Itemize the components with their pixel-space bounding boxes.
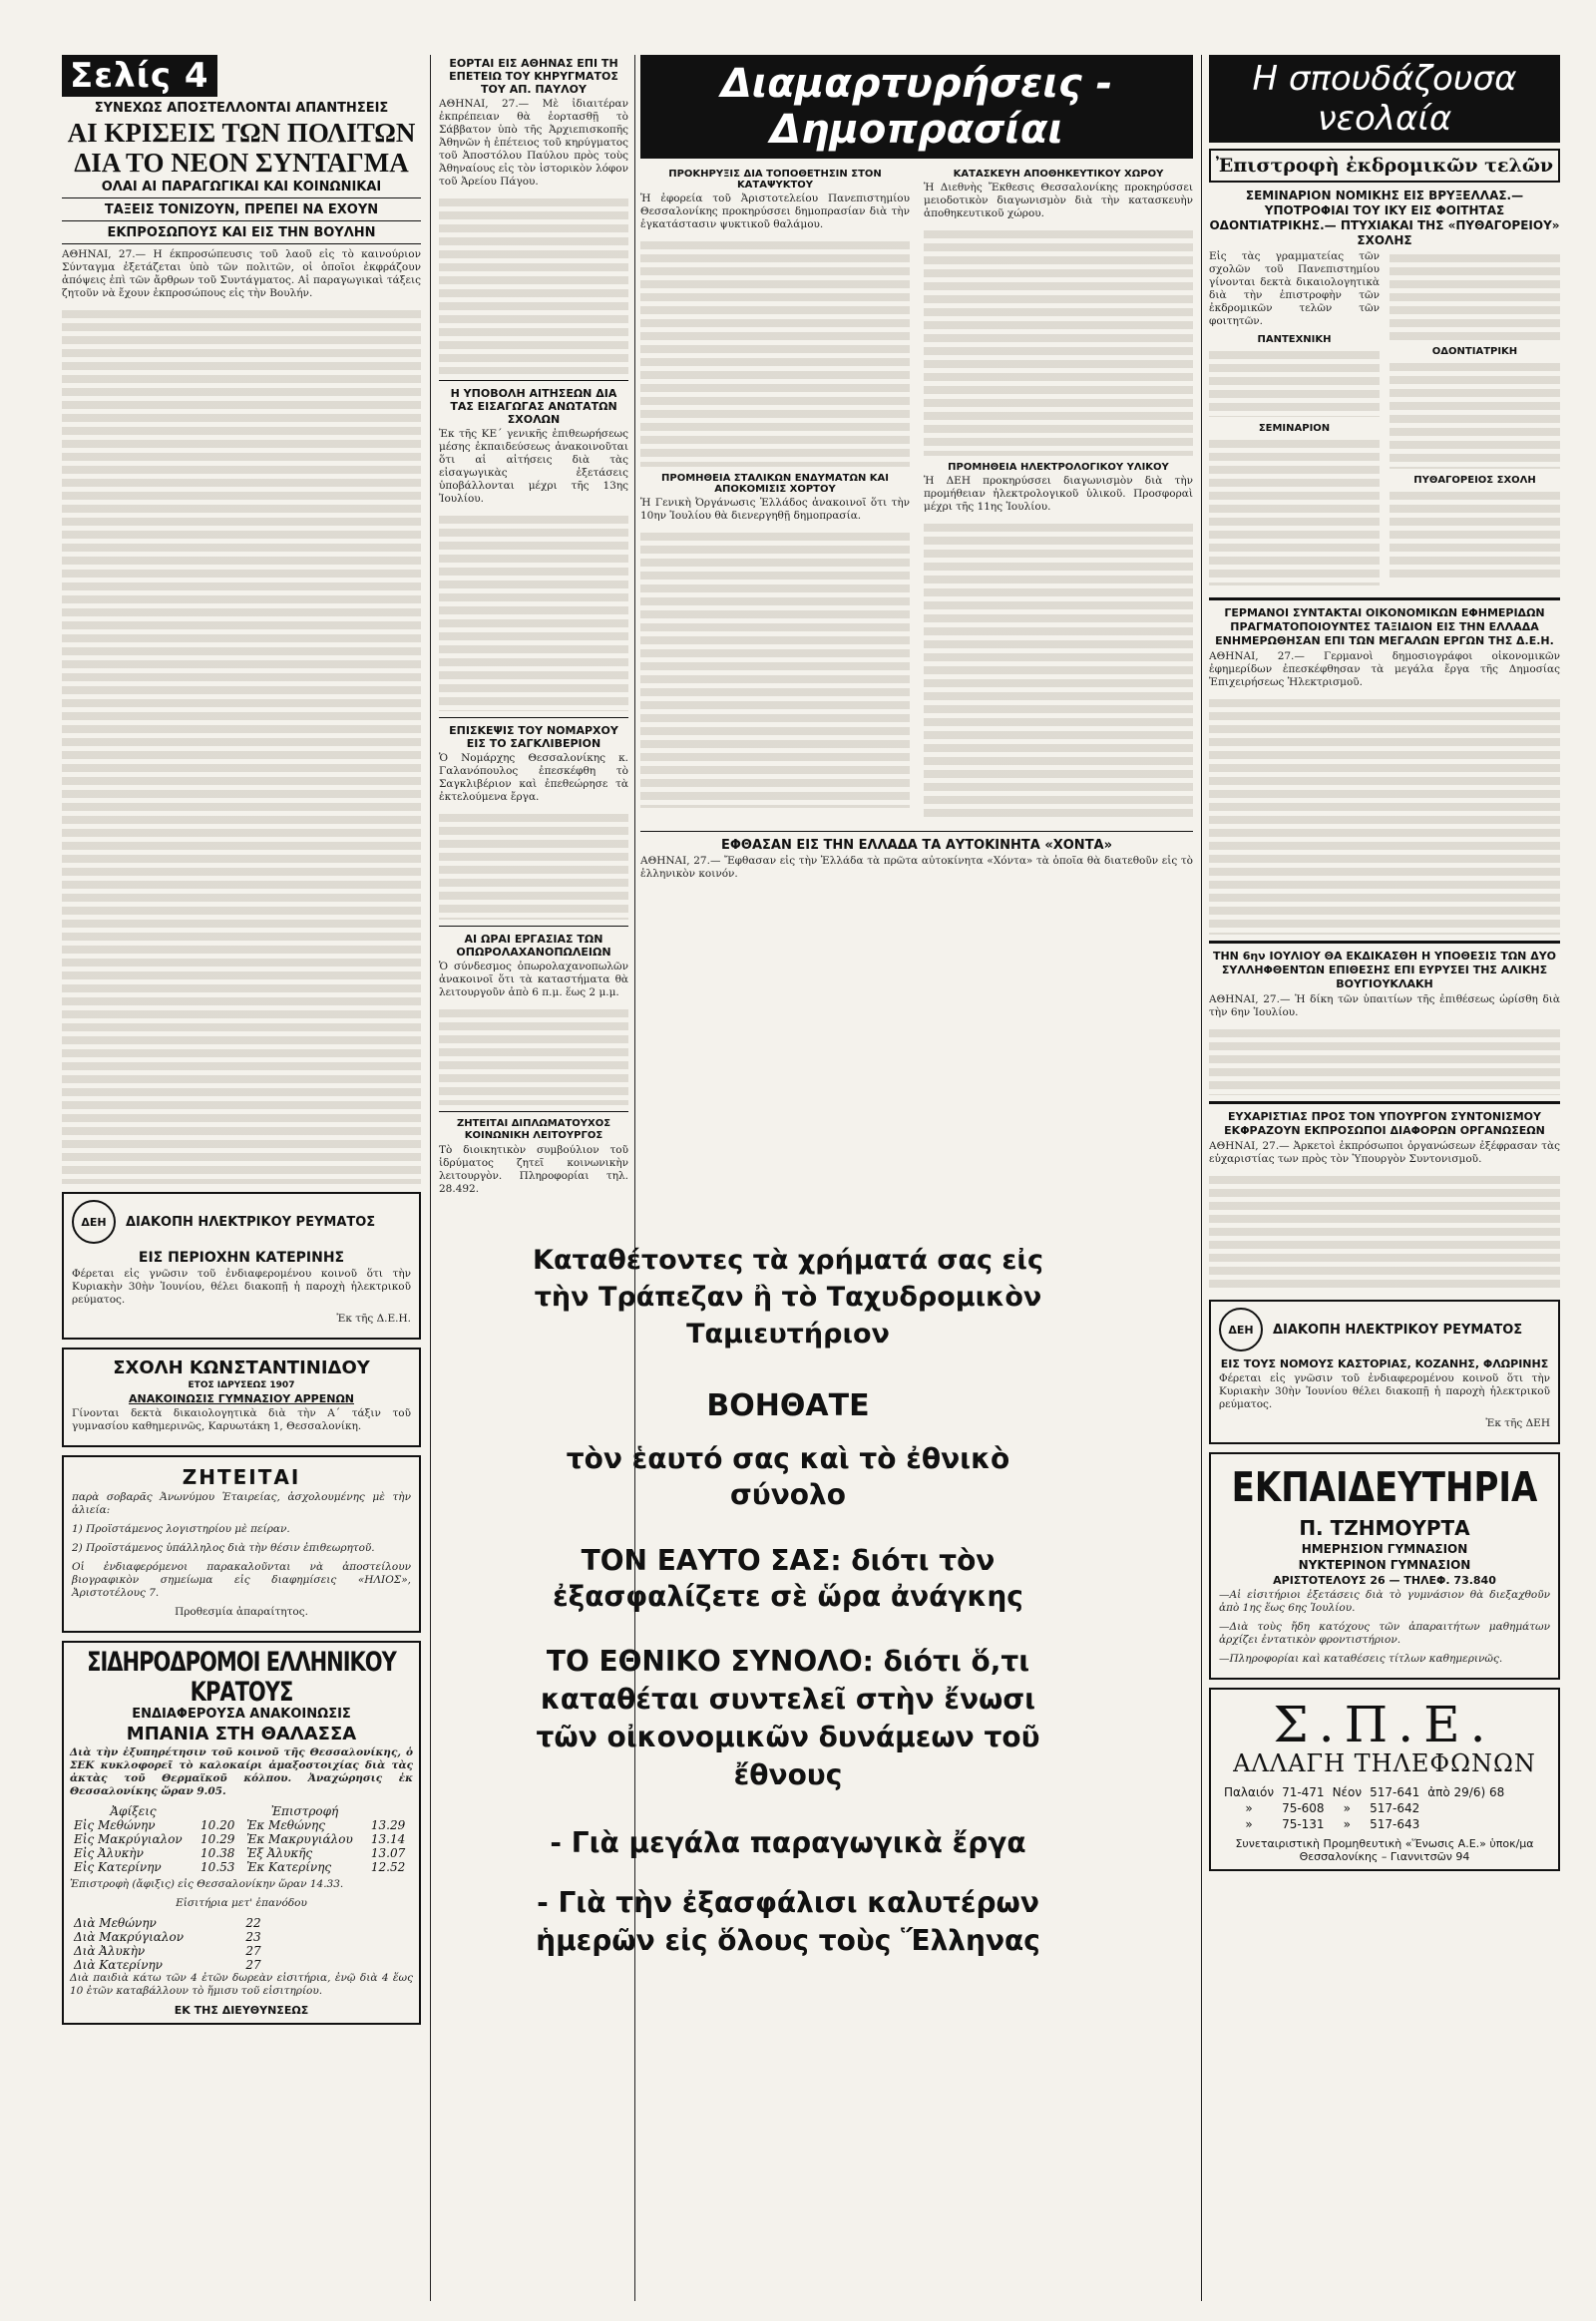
tutoring-ad	[1209, 1452, 1560, 1680]
notice-text: Φέρεται εἰς γνῶσιν τοῦ ἐνδιαφερομένου κοινοῦ ὅτι τὴν Κυριακὴν 30ὴν Ἰουνίου, θέλει διακοπῇ ἡ παροχὴ ἠλεκτρικοῦ ρεύματος.	[72, 1268, 411, 1306]
electricity-notice-2	[1209, 1300, 1560, 1444]
fare-row	[70, 1958, 275, 1972]
wanted-item-2: 2) Προϊστάμενος ὑπάλληλος διὰ τὴν θέσιν ἐπιθεωρητοῦ.	[72, 1542, 375, 1554]
column-rule	[430, 55, 431, 2301]
thanks-text: ΑΘΗΝΑΙ, 27.— Ἀρκετοὶ ἐκπρόσωποι ὀργανώσεων ἐξέφρασαν τὰς εὐχαριστίας των πρὸς τὸν Ὑπουργὸν Συντονισμοῦ.	[1209, 1140, 1560, 1165]
divider	[1209, 1101, 1560, 1104]
notice-text: Ἡ Διεθνὴς Ἔκθεσις Θεσσαλονίκης προκηρύσσει μειοδοτικὸν διαγωνισμὸν διὰ τὴν κατασκευὴν ἀποθηκευτικοῦ χώρου.	[924, 182, 1193, 219]
notice-title: ΠΡΟΚΗΡΥΞΙΣ ΔΙΑ ΤΟΠΟΘΕΤΗΣΙΝ ΣΤΟΝ ΚΑΤΑΨΥΚΤΟΥ	[668, 169, 882, 191]
fare-price: 23	[245, 1930, 261, 1944]
school-founded: ΕΤΟΣ ΙΔΡΥΣΕΩΣ 1907	[188, 1380, 295, 1390]
seminar-right	[1390, 250, 1560, 591]
page-label: Σελίς 4	[62, 55, 217, 97]
spe-title: ΑΛΛΑΓΗ ΤΗΛΕΦΩΝΩΝ	[1233, 1749, 1536, 1777]
timetable-row	[70, 1846, 413, 1860]
arrival-place: Εἰς Μακρύγιαλον	[74, 1832, 183, 1846]
divider	[640, 831, 1193, 832]
sub-title: ΠΥΘΑΓΟΡΕΙΟΣ ΣΧΟΛΗ	[1413, 475, 1536, 486]
ad-big-word: ΒΟΗΘΑΤΕ	[706, 1388, 870, 1423]
ad-line-2: τὸν ἑαυτό σας καὶ τὸ ἐθνικὸ σύνολο	[566, 1442, 1010, 1511]
article-text-block	[1209, 695, 1560, 935]
notice-area: ΕΙΣ ΠΕΡΙΟΧΗΝ ΚΑΤΕΡΙΝΗΣ	[138, 1250, 345, 1266]
fare-place: Διὰ Ἀλυκὴν	[74, 1944, 146, 1958]
governor-text: Ὁ Νομάρχης Θεσσαλονίκης κ. Γαλανόπουλος ἐπεσκέφθη τὸ Σαγκλιβέριον καὶ ἐπεθεώρησε τὰ ἐκτελούμενα ἔργα.	[439, 752, 628, 803]
ad-bullet-2: - Γιὰ τὴν ἐξασφάλισι καλυτέρων ἡμερῶν εἰς ὅλους τοὺς Ἕλληνας	[536, 1886, 1040, 1957]
phone-row	[1221, 1817, 1507, 1831]
article-text-block	[640, 237, 910, 467]
wanted-item-1: 1) Προϊστάμενος λογιστηρίου μὲ πείραν.	[72, 1523, 290, 1535]
tutoring-name: Π. ΤΖΗΜΟΥΡΤΑ	[1299, 1516, 1470, 1540]
school-name: ΣΧΟΛΗ ΚΩΝΣΤΑΝΤΙΝΙΔΟΥ	[113, 1357, 370, 1378]
arrival-place: Εἰς Μεθώνην	[74, 1818, 156, 1832]
new-number: 517-643	[1370, 1817, 1420, 1831]
sub-title: ΟΔΟΝΤΙΑΤΡΙΚΗ	[1431, 346, 1518, 357]
arrival-time: 10.20	[200, 1818, 235, 1832]
hours-text: Ὁ σύνδεσμος ὀπωρολαχανοπωλῶν ἀνακοινοῖ ὅτι τὰ καταστήματα θὰ λειτουργοῦν ἀπὸ 6 π.μ. ἕως 2 μ.μ.	[439, 961, 628, 998]
returns-header: Ἐπιστροφή	[270, 1804, 339, 1818]
wanted-title: ΖΗΤΕΙΤΑΙ	[182, 1465, 301, 1489]
ad-line-1: Καταθέτοντες τὰ χρήματά σας εἰς τὴν Τράπεζαν ἢ τὸ Ταχυδρομικὸν Ταμιευτήριον	[533, 1245, 1043, 1350]
return-place: Ἐξ Ἀλυκῆς	[246, 1846, 313, 1860]
article-text-block	[439, 512, 628, 711]
railways-title: ΣΙΔΗΡΟΔΡΟΜΟΙ ΕΛΛΗΝΙΚΟΥ ΚΡΑΤΟΥΣ	[87, 1647, 396, 1707]
article-text-block	[439, 1005, 628, 1105]
timetable-row	[70, 1818, 413, 1832]
notice-title: ΠΡΟΜΗΘΕΙΑ ΣΤΑΛΙΚΩΝ ΕΝΔΥΜΑΤΩΝ ΚΑΙ ΑΠΟΚΟΜΙΣΙΣ ΧΟΡΤΟΥ	[661, 473, 889, 495]
seminar-left	[1209, 250, 1380, 591]
article-text-block	[924, 226, 1193, 456]
arrival-place: Εἰς Ἀλυκὴν	[74, 1846, 144, 1860]
tutoring-address: ΑΡΙΣΤΟΤΕΛΟΥΣ 26 — ΤΗΛΕΦ. 73.840	[1273, 1574, 1496, 1587]
notice-signature: Ἐκ τῆς ΔΕΗ	[1485, 1417, 1550, 1429]
divider	[439, 380, 628, 381]
return-place: Ἐκ Μεθώνης	[246, 1818, 325, 1832]
governor-title: ΕΠΙΣΚΕΨΙΣ ΤΟΥ ΝΟΜΑΡΧΟΥ ΕΙΣ ΤΟ ΣΑΓΚΛΙΒΕΡΙΟΝ	[449, 724, 618, 750]
new-number: 517-642	[1370, 1801, 1420, 1815]
notice-title: ΔΙΑΚΟΠΗ ΗΛΕΚΤΡΙΚΟΥ ΡΕΥΜΑΤΟΣ	[126, 1214, 376, 1230]
thanks-title: ΕΥΧΑΡΙΣΤΙΑΣ ΠΡΟΣ ΤΟΝ ΥΠΟΥΡΓΟΝ ΣΥΝΤΟΝΙΣΜΟΥ ΕΚΦΡΑΖΟΥΝ ΕΚΠΡΟΣΩΠΟΙ ΔΙΑΦΟΡΩΝ ΟΡΓΑΝΩΣΕΩΝ	[1224, 1110, 1545, 1137]
notice-signature: Ἐκ τῆς Δ.Ε.Η.	[336, 1313, 411, 1325]
social-text: Τὸ διοικητικὸν συμβούλιον τοῦ ἱδρύματος ζητεῖ κοινωνικὴν λειτουργὸν. Πληροφορίαι τηλ. 28.492.	[439, 1144, 628, 1195]
railways-sub: ΕΝΔΙΑΦΕΡΟΥΣΑ ΑΝΑΚΟΙΝΩΣΙΣ	[132, 1707, 351, 1722]
column-rule	[1201, 55, 1202, 2301]
old-label: »	[1245, 1817, 1253, 1831]
phone-note: ἀπὸ 29/6) 68	[1427, 1785, 1505, 1799]
old-number: 75-131	[1282, 1817, 1325, 1831]
dei-logo-icon: ΔΕΗ	[72, 1200, 116, 1244]
spe-logo: Σ.Π.Ε.	[1273, 1696, 1496, 1753]
fare-row	[70, 1930, 275, 1944]
sub-title: ΠΑΝΤΕΧΝΙΚΗ	[1257, 334, 1332, 345]
fare-place: Διὰ Μεθώνην	[74, 1916, 157, 1930]
notices-banner: Διαμαρτυρήσεις - Δημοπρασίαι	[640, 55, 1193, 159]
sub-headline-2: ΤΑΞΕΙΣ ΤΟΝΙΖΟΥΝ, ΠΡΕΠΕΙ ΝΑ ΕΧΟΥΝ	[62, 202, 421, 221]
column-4	[1209, 55, 1560, 2301]
old-label: »	[1245, 1801, 1253, 1815]
return-time: 12.52	[370, 1860, 406, 1874]
divider	[1209, 597, 1560, 600]
youth-sub-banner: Ἐπιστροφὴ ἐκδρομικῶν τελῶν	[1209, 149, 1560, 183]
article-text-block	[1209, 1025, 1560, 1095]
new-label: Νέον	[1332, 1785, 1363, 1799]
fare-price: 27	[245, 1944, 261, 1958]
applications-text: Ἐκ τῆς ΚΕ΄ γενικῆς ἐπιθεωρήσεως μέσης ἐκπαιδεύσεως ἀνακοινοῦται ὅτι αἱ αἰτήσεις διὰ τὰς εἰσαγωγικὰς ἐξετάσεις ὑποβάλλονται μέχρι τῆς 13ης Ἰουλίου.	[439, 428, 628, 505]
ad-line-3: ΤΟΝ ΕΑΥΤΟ ΣΑΣ: διότι τὸν ἐξασφαλίζετε σὲ ὥρα ἀνάγκης	[553, 1544, 1023, 1613]
old-label: Παλαιόν	[1224, 1785, 1275, 1799]
school-notice	[62, 1348, 421, 1447]
fare-price: 22	[245, 1916, 261, 1930]
kicker: ΣΥΝΕΧΩΣ ΑΠΟΣΤΕΛΛΟΝΤΑΙ ΑΠΑΝΤΗΣΕΙΣ	[94, 101, 389, 116]
savings-advertisement	[509, 1242, 1067, 1982]
tutoring-line-1: ΗΜΕΡΗΣΙΟΝ ΓΥΜΝΑΣΙΟΝ	[1301, 1542, 1468, 1556]
ad-line-4: ΤΟ ΕΘΝΙΚΟ ΣΥΝΟΛΟ: διότι ὅ,τι καταθέται συντελεῖ στὴν ἔνωσι τῶν οἰκονομικῶν δυνάμεων τοῦ ἔθνους	[536, 1645, 1040, 1791]
timetable-row	[70, 1860, 413, 1874]
tutoring-line-2: ΝΥΚΤΕΡΙΝΟΝ ΓΥΜΝΑΣΙΟΝ	[1298, 1558, 1471, 1572]
timetable	[70, 1804, 413, 1874]
dei-logo-icon: ΔΕΗ	[1219, 1308, 1263, 1352]
case-text: ΑΘΗΝΑΙ, 27.— Ἡ δίκη τῶν ὑπαιτίων τῆς ἐπιθέσεως ὡρίσθη διὰ τὴν 6ην Ἰουλίου.	[1209, 993, 1560, 1018]
phone-row	[1221, 1785, 1507, 1799]
return-time: 13.07	[370, 1846, 406, 1860]
article-text-block	[1390, 359, 1560, 469]
seminar-text: Εἰς τὰς γραμματείας τῶν σχολῶν τοῦ Πανεπιστημίου γίνονται δεκτὰ δικαιολογητικὰ διὰ τὴν ἐπιστροφὴν τῶν ἐκδρομικῶν τελῶν τῶν φοιτητῶν.	[1209, 250, 1380, 327]
fare-row	[70, 1944, 275, 1958]
notice-title: ΠΡΟΜΗΘΕΙΑ ΗΛΕΚΤΡΟΛΟΓΙΚΟΥ ΥΛΙΚΟΥ	[948, 462, 1169, 473]
wanted-ad	[62, 1455, 421, 1633]
return-arrival: Ἐπιστροφὴ (ἄφιξις) εἰς Θεσσαλονίκην ὥραν 14.33.	[70, 1878, 344, 1890]
fare-place: Διὰ Μακρύγιαλον	[74, 1930, 185, 1944]
railways-ad	[62, 1641, 421, 2025]
divider	[439, 717, 628, 718]
spe-footer: Συνεταιριστικὴ Προμηθευτικὴ «Ἕνωσις Α.Ε.» ὑποκ/μα Θεσσαλονίκης – Γιαννιτσῶν 94	[1235, 1837, 1534, 1863]
phone-row	[1221, 1801, 1507, 1815]
phone-change-ad	[1209, 1688, 1560, 1871]
railways-headline: ΜΠΑΝΙΑ ΣΤΗ ΘΑΛΑΣΣΑ	[126, 1724, 357, 1744]
wanted-intro: παρὰ σοβαρᾶς Ἀνωνύμου Ἑταιρείας, ἀσχολουμένης μὲ τὴν ἀλιεία:	[72, 1491, 411, 1516]
old-number: 71-471	[1282, 1785, 1325, 1799]
youth-banner: Η σπουδάζουσα νεολαία	[1209, 55, 1560, 143]
school-notice-title: ΑΝΑΚΟΙΝΩΣΙΣ ΓΥΜΝΑΣΙΟΥ ΑΡΡΕΝΩΝ	[128, 1392, 354, 1405]
cars-title: ΕΦΘΑΣΑΝ ΕΙΣ ΤΗΝ ΕΛΛΑΔΑ ΤΑ ΑΥΤΟΚΙΝΗΤΑ «ΧΟΝΤΑ»	[720, 838, 1113, 853]
article-text-block	[439, 194, 628, 374]
return-place: Ἐκ Μακρυγιάλου	[246, 1832, 353, 1846]
notice-text: Ἡ Γενικὴ Ὀργάνωσις Ἑλλάδος ἀνακοινοῖ ὅτι τὴν 10ην Ἰουλίου θὰ διενεργηθῇ δημοπρασία.	[640, 497, 910, 522]
fares-note: Διὰ παιδιὰ κάτω τῶν 4 ἐτῶν δωρεὰν εἰσιτήρια, ἐνῷ διὰ 4 ἕως 10 ἐτῶν καταβάλλουν τὸ ἥμισυ τοῦ εἰσιτηρίου.	[70, 1972, 413, 1997]
divider	[1209, 941, 1560, 944]
germans-text: ΑΘΗΝΑΙ, 27.— Γερμανοὶ δημοσιογράφοι οἰκονομικῶν ἐφημερίδων ἐπεσκέφθησαν τὰ μεγάλα ἔργα τῆς Δημοσίας Ἐπιχειρήσεως Ἠλεκτρισμοῦ.	[1209, 650, 1560, 688]
fare-place: Διὰ Κατερίνην	[74, 1958, 163, 1972]
railways-intro: Διὰ τὴν ἐξυπηρέτησιν τοῦ κοινοῦ τῆς Θεσσαλονίκης, ὁ ΣΕΚ κυκλοφορεῖ τὸ καλοκαίρι ἀμαξοστοιχίας διὰ τὰς ἀκτὰς τοῦ Θερμαϊκοῦ κόλπου. Ἀναχώρησις ἐκ Θεσσαλονίκης ὥραν 9.05.	[70, 1746, 413, 1797]
sub-title: ΣΕΜΙΝΑΡΙΟΝ	[1258, 423, 1331, 434]
new-number: 517-641	[1370, 1785, 1420, 1799]
return-place: Ἐκ Κατερίνης	[246, 1860, 332, 1874]
notice-title: ΔΙΑΚΟΠΗ ΗΛΕΚΤΡΙΚΟΥ ΡΕΥΜΑΤΟΣ	[1273, 1322, 1523, 1338]
phone-note	[1424, 1801, 1507, 1815]
timetable-row	[70, 1832, 413, 1846]
case-title: ΤΗΝ 6ην ΙΟΥΛΙΟΥ ΘΑ ΕΚΔΙΚΑΣΘΗ Η ΥΠΟΘΕΣΙΣ ΤΩΝ ΔΥΟ ΣΥΛΛΗΦΘΕΝΤΩΝ ΕΠΙΘΕΣΗΣ ΕΠΙ ΕΥΡΥΣΕΙ ΤΗΣ ΑΛΙΚΗΣ ΒΟΥΓΙΟΥΚΛΑΚΗ	[1212, 950, 1557, 990]
return-time: 13.29	[370, 1818, 406, 1832]
column-1	[62, 55, 421, 2301]
arrival-time: 10.38	[200, 1846, 235, 1860]
article-text-block	[1209, 1172, 1560, 1292]
wanted-deadline: Προθεσμία ἀπαραίτητος.	[175, 1606, 308, 1618]
fare-row	[70, 1916, 275, 1930]
divider	[439, 1111, 628, 1112]
old-number: 75-608	[1282, 1801, 1325, 1815]
arrivals-header: Ἀφίξεις	[110, 1804, 157, 1818]
notice-title: ΚΑΤΑΣΚΕΥΗ ΑΠΟΘΗΚΕΥΤΙΚΟΥ ΧΩΡΟΥ	[953, 169, 1164, 180]
phone-note	[1424, 1817, 1507, 1831]
notices-grid	[640, 167, 1193, 825]
arrival-time: 10.53	[200, 1860, 235, 1874]
feast-text: ΑΘΗΝΑΙ, 27.— Μὲ ἰδιαιτέραν ἐκπρέπειαν θὰ ἑορτασθῇ τὸ Σάββατον ὑπὸ τῆς Ἀρχιεπισκοπῆς Ἀθηνῶν ἡ ἐπέτειος τοῦ κηρύγματος τοῦ Ἀποστόλου Παύλου πρὸς τοὺς Ἀθηναίους εἰς τὸν ἱστορικὸν λόφον τοῦ Ἀρείου Πάγου.	[439, 98, 628, 188]
sub-headline-1: ΟΛΑΙ ΑΙ ΠΑΡΑΓΩΓΙΚΑΙ ΚΑΙ ΚΟΙΝΩΝΙΚΑΙ	[62, 180, 421, 198]
main-headline: ΑΙ ΚΡΙΣΕΙΣ ΤΩΝ ΠΟΛΙΤΩΝ ΔΙΑ ΤΟ ΝΕΟΝ ΣΥΝΤΑΓΜΑ	[67, 118, 416, 178]
tutoring-title: ΕΚΠΑΙΔΕΥΤΗΡΙΑ	[1231, 1464, 1538, 1512]
article-text-block	[924, 520, 1193, 819]
hours-title: ΑΙ ΩΡΑΙ ΕΡΓΑΣΙΑΣ ΤΩΝ ΟΠΩΡΟΛΑΧΑΝΟΠΩΛΕΙΩΝ	[456, 933, 611, 959]
article-text-block	[640, 529, 910, 808]
electricity-notice-1	[62, 1192, 421, 1340]
tutoring-text-1: —Αἱ εἰσιτήριοι ἐξετάσεις διὰ τὸ γυμνάσιον θὰ διεξαχθοῦν ἀπὸ 1ης ἕως 6ης Ἰουλίου.	[1219, 1589, 1550, 1614]
railways-signature: ΕΚ ΤΗΣ ΔΙΕΥΘΥΝΣΕΩΣ	[174, 2004, 309, 2017]
arrival-place: Εἰς Κατερίνην	[74, 1860, 162, 1874]
divider	[439, 926, 628, 927]
feast-title: ΕΟΡΤΑΙ ΕΙΣ ΑΘΗΝΑΣ ΕΠΙ ΤΗ ΕΠΕΤΕΙΩ ΤΟΥ ΚΗΡΥΓΜΑΤΟΣ ΤΟΥ ΑΠ. ΠΑΥΛΟΥ	[449, 57, 618, 96]
notices-left	[640, 167, 910, 825]
article-text-block	[1209, 347, 1380, 417]
sub-headline-3: ΕΚΠΡΟΣΩΠΟΥΣ ΚΑΙ ΕΙΣ ΤΗΝ ΒΟΥΛΗΝ	[62, 225, 421, 244]
phone-table	[1219, 1783, 1509, 1833]
cars-text: ΑΘΗΝΑΙ, 27.— Ἔφθασαν εἰς τὴν Ἑλλάδα τὰ πρῶτα αὐτοκίνητα «Χόντα» τὰ ὁποῖα θὰ διατεθοῦν εἰς τὸ ἑλληνικὸν κοινόν.	[640, 855, 1193, 880]
fares-table	[70, 1916, 275, 1972]
fares-header: Εἰσιτήρια μετ' ἐπανόδου	[176, 1897, 307, 1909]
notice-area: ΕΙΣ ΤΟΥΣ ΝΟΜΟΥΣ ΚΑΣΤΟΡΙΑΣ, ΚΟΖΑΝΗΣ, ΦΛΩΡΙΝΗΣ	[1220, 1357, 1549, 1370]
new-label: »	[1343, 1801, 1351, 1815]
article-text-block	[1209, 436, 1380, 585]
notice-text: Ἡ ΔΕΗ προκηρύσσει διαγωνισμὸν διὰ τὴν προμήθειαν ἠλεκτρολογικοῦ ὑλικοῦ. Προσφοραὶ μέχρι τῆς 11ης Ἰουλίου.	[924, 475, 1193, 513]
tutoring-text-3: —Πληροφορίαι καὶ καταθέσεις τίτλων καθημερινῶς.	[1219, 1653, 1503, 1665]
social-title: ΖΗΤΕΙΤΑΙ ΔΙΠΛΩΜΑΤΟΥΧΟΣ ΚΟΙΝΩΝΙΚΗ ΛΕΙΤΟΥΡΓΟΣ	[456, 1118, 611, 1141]
notice-text: Φέρεται εἰς γνῶσιν τοῦ ἐνδιαφερομένου κοινοῦ ὅτι τὴν Κυριακὴν 30ὴν Ἰουνίου θέλει διακοπῇ ἡ παροχὴ ἠλεκτρικοῦ ρεύματος.	[1219, 1372, 1550, 1410]
wanted-item-3: Οἱ ἐνδιαφερόμενοι παρακαλοῦνται νὰ ἀποστείλουν βιογραφικὸν σημείωμα εἰς διαφημίσεις «ΗΛΙΟΣ», Ἀριστοτέλους 7.	[72, 1561, 411, 1599]
article-body: ΑΘΗΝΑΙ, 27.— Η έκπροσώπευσις τοῦ λαοῦ εἰς τὸ καινούριον Σύνταγμα ἐξετάζεται ὑπὸ τῶν πολιτῶν, οἱ ὁποῖοι ἐκφράζουν ἀπόψεις ἐπὶ τῶν ἄρθρων τοῦ Συντάγματος. Αἱ παραγωγικαὶ τάξεις ζητοῦν νὰ ἔχουν ἐκπροσώπους εἰς τὴν Βουλήν.	[62, 248, 421, 299]
ad-bullet-1: - Γιὰ μεγάλα παραγωγικὰ ἔργα	[550, 1826, 1026, 1859]
notice-text: Ἡ ἐφορεία τοῦ Ἀριστοτελείου Πανεπιστημίου Θεσσαλονίκης προκηρύσσει δημοπρασίαν διὰ τὴν ἐγκατάστασιν ψυκτικοῦ θαλάμου.	[640, 193, 910, 230]
seminar-columns	[1209, 250, 1560, 591]
return-time: 13.14	[370, 1832, 406, 1846]
article-text-block	[1390, 250, 1560, 340]
school-text: Γίνονται δεκτὰ δικαιολογητικὰ διὰ τὴν Α΄ τάξιν τοῦ γυμνασίου καθημερινῶς, Καρυωτάκη 1, Θεσσαλονίκη.	[72, 1407, 411, 1432]
applications-title: Η ΥΠΟΒΟΛΗ ΑΙΤΗΣΕΩΝ ΔΙΑ ΤΑΣ ΕΙΣΑΓΩΓΑΣ ΑΝΩΤΑΤΩΝ ΣΧΟΛΩΝ	[450, 387, 617, 426]
arrival-time: 10.29	[200, 1832, 235, 1846]
article-text-block	[62, 306, 421, 1184]
article-text-block	[439, 810, 628, 920]
tutoring-text-2: —Διὰ τοὺς ἤδη κατόχους τῶν ἀπαραιτήτων μαθημάτων ἀρχίζει ἐντατικὸν φροντιστήριον.	[1219, 1621, 1550, 1646]
article-text-block	[1390, 488, 1560, 578]
seminar-title: ΣΕΜΙΝΑΡΙΟΝ ΝΟΜΙΚΗΣ ΕΙΣ ΒΡΥΞΕΛΛΑΣ.— ΥΠΟΤΡΟΦΙΑΙ ΤΟΥ ΙΚΥ ΕΙΣ ΦΟΙΤΗΤΑΣ ΟΔΟΝΤΙΑΤΡΙΚΗΣ.— ΠΤΥΧΙΑΚΑΙ ΤΗΣ «ΠΥΘΑΓΟΡΕΙΟΥ» ΣΧΟΛΗΣ	[1209, 189, 1560, 247]
notices-right	[924, 167, 1193, 825]
germans-title: ΓΕΡΜΑΝΟΙ ΣΥΝΤΑΚΤΑΙ ΟΙΚΟΝΟΜΙΚΩΝ ΕΦΗΜΕΡΙΔΩΝ ΠΡΑΓΜΑΤΟΠΟΙΟΥΝΤΕΣ ΤΑΞΙΔΙΟΝ ΕΙΣ ΤΗΝ ΕΛΛΑΔΑ ΕΝΗΜΕΡΩΘΗΣΑΝ ΕΠΙ ΤΩΝ ΜΕΓΑΛΩΝ ΕΡΓΩΝ ΤΗΣ Δ.Ε.Η.	[1215, 606, 1554, 647]
fare-price: 27	[245, 1958, 261, 1972]
new-label: »	[1343, 1817, 1351, 1831]
